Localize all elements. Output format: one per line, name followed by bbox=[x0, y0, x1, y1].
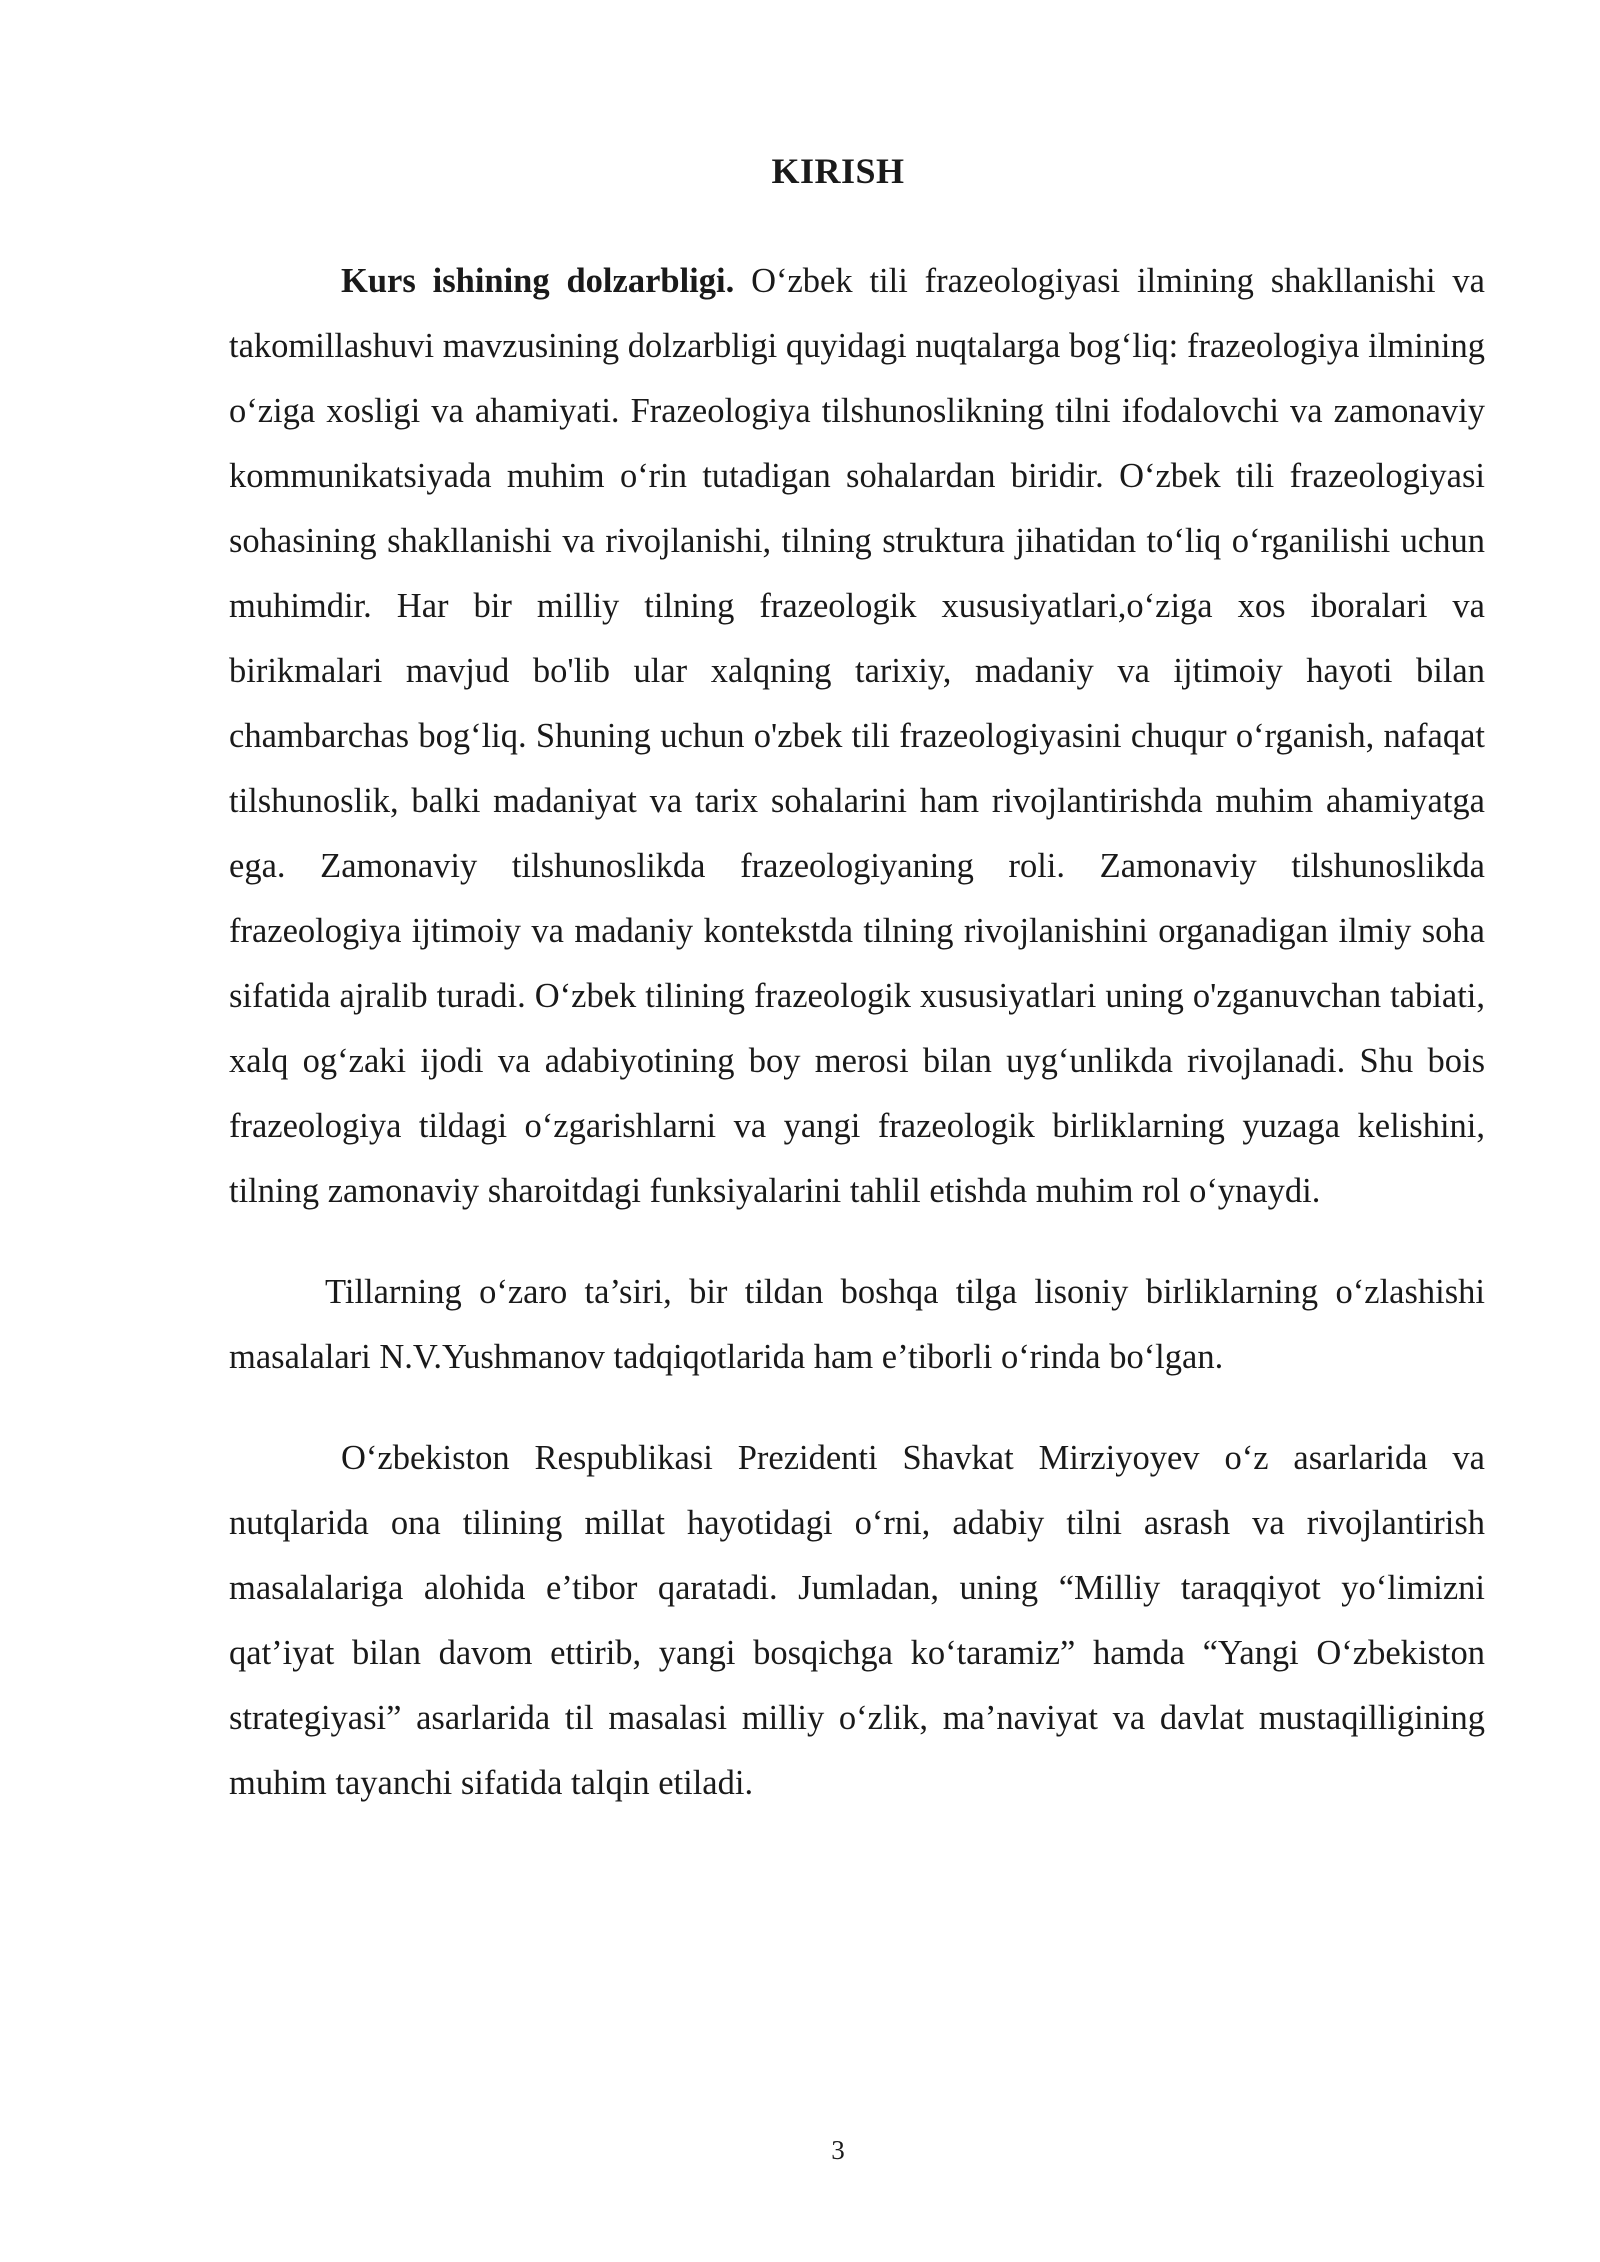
body-text bbox=[229, 249, 1485, 1816]
paragraph-body: O‘zbek tili frazeologiyasi ilmining shakllanishi va takomillashuvi mavzusining dolzarbligi quyidagi nuqtalarga bog‘liq: frazeologiya ilmining o‘ziga xosligi va ahamiyati. Frazeologiya tilshunoslikning tilni ifodalovchi va zamonaviy kommunikatsiyada muhim o‘rin tutadigan sohalardan biridir. O‘zbek tili frazeologiyasi sohasining shakllanishi va rivojlanishi, tilning struktura jihatidan to‘liq o‘rganilishi uchun muhimdir. Har bir milliy tilning frazeologik xususiyatlari,o‘ziga xos iboralari va birikmalari mavjud bo'lib ular xalqning tarixiy, madaniy va ijtimoiy hayoti bilan chambarchas bog‘liq. Shuning uchun o'zbek tili frazeologiyasini chuqur o‘rganish, nafaqat tilshunoslik, balki madaniyat va tarix sohalarini ham rivojlantirishda muhim ahamiyatga ega. Zamonaviy tilshunoslikda frazeologiyaning roli. Zamonaviy tilshunoslikda frazeologiya ijtimoiy va madaniy kontekstda tilning rivojlanishini organadigan ilmiy soha sifatida ajralib turadi. O‘zbek tilining frazeologik xususiyatlari uning o'zganuvchan tabiati, xalq og‘zaki ijodi va adabiyotining boy merosi bilan uyg‘unlikda rivojlanadi. Shu bois frazeologiya tildagi o‘zgarishlarni va yangi frazeologik birliklarning yuzaga kelishini, tilning zamonaviy sharoitdagi funksiyalarini tahlil etishda muhim rol o‘ynaydi. bbox=[229, 262, 1485, 1210]
paragraph-language-influence: Tillarning o‘zaro ta’siri, bir tildan boshqa tilga lisoniy birliklarning o‘zlashishi masalalari N.V.Yushmanov tadqiqotlarida ham e’tiborli o‘rinda bo‘lgan. bbox=[229, 1273, 1485, 1376]
paragraph-lead: Kurs ishining dolzarbligi. bbox=[341, 262, 735, 300]
paragraph-president-works: O‘zbekiston Respublikasi Prezidenti Shavkat Mirziyoyev o‘z asarlarida va nutqlarida ona tilining millat hayotidagi o‘rni, adabiy tilni asrash va rivojlantirish masalalariga alohida e’tibor qaratadi. Jumladan, uning “Milliy taraqqiyot yo‘limizni qat’iyat bilan davom ettirib, yangi bosqichga ko‘taramiz” hamda “Yangi O‘zbekiston strategiyasi” asarlarida til masalasi milliy o‘zlik, ma’naviyat va davlat mustaqilligining muhim tayanchi sifatida talqin etiladi. bbox=[229, 1439, 1485, 1802]
page-number: 3 bbox=[831, 2135, 845, 2165]
section-heading: KIRISH bbox=[771, 151, 905, 191]
paragraph-relevance bbox=[229, 249, 1485, 1224]
